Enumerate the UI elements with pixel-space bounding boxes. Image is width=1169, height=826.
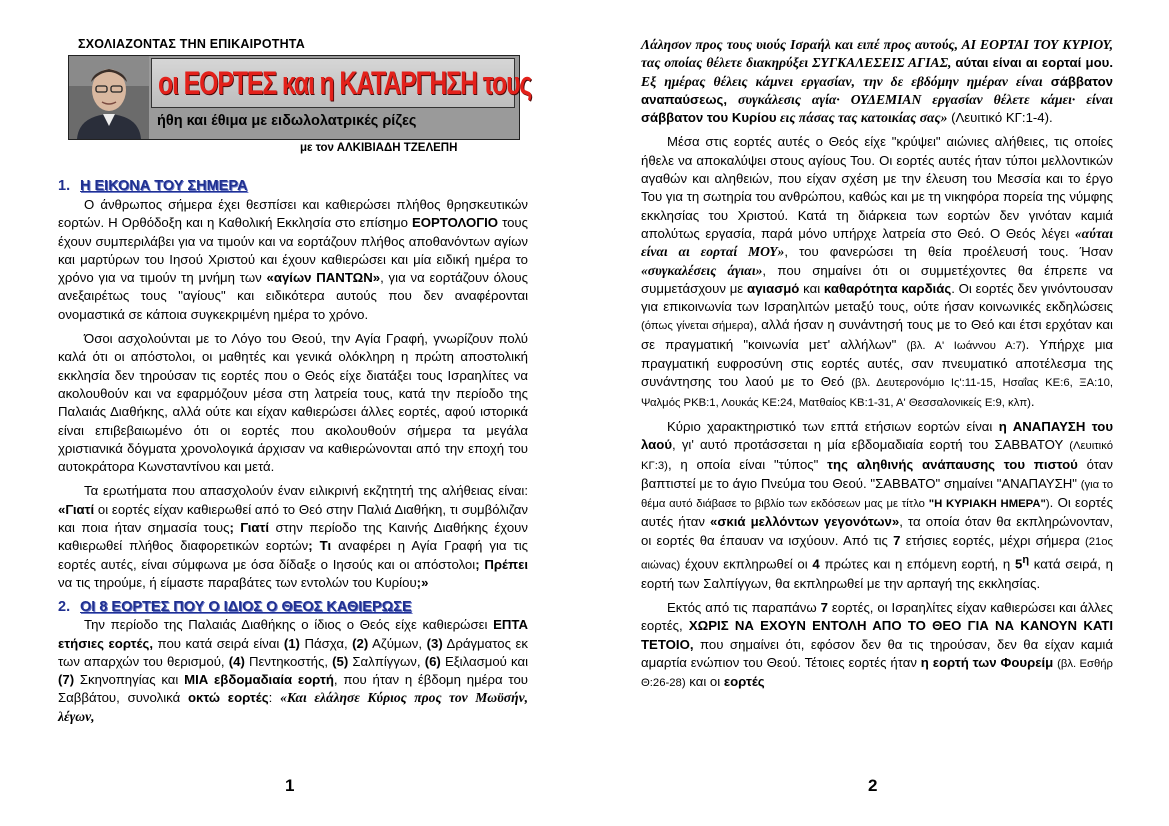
text-small: (όπως γίνεται σήμερα) [641, 320, 754, 333]
quote-text: συγκάλεσις αγία· ΟΥΔΕΜΙΑΝ εργασίαν θέλετε κάμει· είναι [727, 91, 1113, 107]
text: Την περίοδο της Παλαιάς Διαθήκης ο ίδιος ο Θεός είχε καθιερώσει [84, 617, 494, 633]
text-small-bold: "Η ΚΥΡΙΑΚΗ ΗΜΕΡΑ" [928, 498, 1046, 511]
quote-text: εις πάσας τας κατοικίας σας» [776, 110, 948, 126]
quote-text: «αύται είναι αι εορταί ΜΟΥ» [641, 225, 1113, 260]
text-bold: 5 [1014, 556, 1023, 572]
text: . [1030, 393, 1035, 409]
text: που σημαίνει ότι, εφόσον δεν θα τις τηρούσαν, δεν θα είχαν καμιά αμαρτία ενώπιον του Θεού. Τέτοιες εορτές ήταν [641, 636, 1113, 670]
text-bold: ΕΠΤΑ ετήσιες εορτές, [58, 617, 528, 651]
paragraph: Όσοι ασχολούνται με το Λόγο του Θεού, την Αγία Γραφή, γνωρίζουν πολύ καλά ότι οι απόστολοι, οι μαθητές και γενικά ολόκληρη η πρώτη αποστολική εκκλησία δεν τηρούσαν τις εορτές που ο Θεός είχε διατάξει τους Ισραηλίτες να ακολουθούν και να εφαρμόζουν μέσα στη λατρεία τους, κατά την περίοδο της Παλαιάς Διαθήκης, αλλά ούτε και είχαν καθιερώσει άλλες εορτές, αφού ιστορικά είναι επιβεβαιωμένο ότι οι εορτές που ακολουθούν σήμερα τα μεγάλα χριστιανικά δόγματα χρονολογικά άρχισαν να καθιερώνονται από την εποχή του αυτοκράτορα Κωνσταντίνου και μετά. [58, 331, 528, 475]
text-bold: «αγίων ΠΑΝΤΩΝ» [266, 270, 381, 286]
text: . Οι εορτές δεν γινόντουσαν για επικοινωνία των Ισραηλιτών μεταξύ τους, ούτε ήσαν κοινωνικές εκδηλώσεις [641, 280, 1113, 315]
page-2 [585, 0, 1169, 826]
paragraph [641, 133, 1113, 411]
text-small: (βλ. Δευτερονόμιο Ις':11-15, Ησαΐας ΚΕ:6, ΞΑ:10, Ψαλμός ΡΚΒ:1, Λουκάς ΚΕ:24, Ματθαίος ΚΒ:1-31, Α' Θεσσαλονικείς Ε:9, κλπ) [641, 377, 1113, 409]
text: Πεντηκοστής, [244, 653, 333, 669]
text: Κύριο χαρακτηριστικό των επτά ετήσιων εορτών είναι [667, 418, 999, 434]
text: κατά σειρά, η εορτή των Σαλπίγγων, θα εκπληρωθεί με την αρπαγή της εκκλησίας. [641, 556, 1113, 591]
text: , αλλά ήσαν η συνάντησή τους με το Θεό και έτσι ερχόταν και σε πραγματική "κοινωνία μετ' αλλήλων" [641, 317, 1113, 352]
text: Ο άνθρωπος σήμερα έχει θεσπίσει και καθιερώσει πλήθος θρησκευτικών εορτών. Η Ορθόδοξη και η Καθολική Εκκλησία στο επίσημο [58, 197, 528, 231]
text: τους έχουν συμπεριλάβει για να τιμούν και να εορτάζουν πλήθος αποθανόντων αγίων και μαρτύρων του Ιησού Χριστού και έχουν καθιερώσει και μία ειδική ημέρα το χρόνο για να τιμούν τη μνήμη των [58, 215, 528, 286]
text: , που σημαίνει ότι οι συμμετέχοντες θα έπρεπε να συμμετάσχουν με [641, 262, 1113, 296]
paragraph [641, 418, 1113, 593]
text: στην περίοδο της Καινής Διαθήκης έχουν καθιερωθεί πλήθος διαφορετικών εορτών [58, 520, 528, 554]
text: , για να εορτάζουν όλους ανεξαιρέτως τους "αγίους" και ειδικότερα αυτούς που δεν αναφέρονται ονομαστικά σε κάποια συγκεκριμένη ημέρα το χρόνο. [58, 270, 528, 322]
text: έχουν εκπληρωθεί οι [680, 556, 813, 572]
text-bold: της αληθινής ανάπαυσης του πιστού [827, 456, 1078, 472]
quote-text: Λάλησον προς τους υιούς Ισραήλ και ειπέ προς αυτούς, ΑΙ ΕΟΡΤΑΙ ΤΟΥ ΚΥΡΙΟΥ, τας οποίας θέλετε διακηρύξει ΣΥΓΚΑΛΕΣΕΙΣ ΑΓΙΑΣ, [641, 37, 1113, 71]
title-banner [68, 55, 532, 140]
text: Τα ερωτήματα που απασχολούν έναν ειλικρινή εκζητητή της αλήθειας είναι: [84, 483, 528, 499]
page-number: 1 [285, 776, 295, 795]
paragraph [641, 599, 1113, 692]
byline: με τον ΑΛΚΙΒΙΑΔΗ ΤΖΕΛΕΠΗ [300, 142, 458, 154]
text-bold: ΜΙΑ εβδομαδιαία εορτή [184, 672, 334, 688]
section-title: Η ΕΙΚΟΝΑ ΤΟΥ ΣΗΜΕΡΑ [80, 178, 248, 194]
text-small: (βλ. Εσθήρ Θ:26-28) [641, 657, 1113, 690]
text: , γι' αυτό προτάσσεται η μία εβδομαδιαία εορτή του ΣΑΒΒΑΤΟΥ [672, 437, 1070, 453]
page-1 [0, 0, 584, 826]
text: . Οι εορτές αυτές ήταν [641, 495, 1113, 530]
text-bold: (2) [352, 635, 369, 651]
text: πρώτες και η επόμενη εορτή, η [819, 556, 1015, 572]
text-small: (βλ. Α' Ιωάννου Α:7) [906, 339, 1026, 352]
author-photo [69, 56, 149, 139]
text-bold: (5) [332, 653, 349, 669]
text-bold: «Γιατί [58, 501, 95, 517]
text: αναφέρει η Αγία Γραφή για τις εορτές αυτές, είναι σύμφωνα με όσα δίδαξε ο Ιησούς και οι απόστολοι [58, 538, 529, 572]
text: και οι [685, 674, 724, 690]
text: οι εορτές είχαν καθιερωθεί από το Θεό στην Παλιά Διαθήκη, τι συμβόλιζαν και ποια ήταν σημασία τους [58, 501, 528, 536]
section-number: 2. [58, 599, 71, 616]
text-small: (για το θέμα αυτό διάβασε το βιβλίο των εκδόσεων μας με τίτλο [641, 478, 1113, 511]
text-bold: 7 [893, 532, 901, 548]
text-bold: (3) [426, 635, 443, 651]
section-title: ΟΙ 8 ΕΟΡΤΕΣ ΠΟΥ Ο ΙΔΙΟΣ Ο ΘΕΟΣ ΚΑΘΙΕΡΩΣΕ [80, 599, 412, 616]
text-bold: καθαρότητα καρδιάς [823, 280, 952, 296]
text-small: (Λευιτικό ΚΓ:3) [641, 440, 1113, 472]
text-bold: 4 [812, 556, 820, 572]
text-bold: η εορτή των Φουρείμ [920, 654, 1054, 670]
text: να τις τηρούμε, ή είμαστε παραβάτες των εντολών του Κυρίου [58, 574, 417, 590]
section-number: 1. [58, 178, 71, 194]
text: , του φανερώσει τη θεία προέλευσή τους. Ήσαν [784, 244, 1113, 260]
text-bold: εορτές [723, 674, 765, 690]
text: Σκηνοπηγίας και [74, 672, 185, 688]
paragraph [58, 616, 528, 726]
text-bold: σάββατον του Κυρίου [641, 110, 777, 126]
text: , η οποία είναι "τύπος" [667, 456, 828, 472]
page-1-column [58, 196, 528, 726]
text-bold: οκτώ εορτές [187, 690, 269, 706]
text: Δράγματος εκ των απαρχών του θερισμού, [58, 635, 528, 669]
section-1-heading [58, 177, 528, 195]
page-2-column [641, 36, 1113, 692]
page-title: οι ΕΟΡΤΕΣ και η ΚΑΤΑΡΓΗΣΗ τους [158, 65, 532, 101]
paragraph [58, 196, 528, 324]
text: ετήσιες εορτές, μέχρι σήμερα [900, 532, 1085, 548]
text-bold: ; Τι [308, 538, 332, 554]
text-superscript: η [1022, 554, 1030, 567]
text-bold: (7) [58, 672, 75, 688]
paragraph [58, 482, 528, 592]
section-2-heading [58, 598, 528, 616]
text: Πάσχα, [299, 635, 353, 651]
text-bold: «σκιά μελλόντων γεγονότων» [710, 514, 900, 530]
text-bold: αγιασμό [746, 280, 800, 296]
text-bold: 7 [820, 600, 828, 615]
text-bold: ; Γιατί [229, 520, 270, 536]
text: , τα οποία όταν θα εκπληρώνονταν, οι εορτές θα έπαυαν να ισχύουν. Από τις [641, 514, 1113, 548]
text-small: ) [1045, 498, 1050, 511]
subtitle: ήθη και έθιμα με ειδωλολατρικές ρίζες [157, 113, 417, 129]
page-number: 2 [868, 776, 878, 795]
text-bold: (4) [228, 653, 245, 669]
text: (Λευιτικό ΚΓ:1-4). [947, 110, 1053, 126]
text: όταν βαπτιστεί με το άγιο Πνεύμα του Θεού. "ΣΑΒΒΑΤΟ" σημαίνει "ΑΝΑΠΑΥΣΗ" [641, 456, 1114, 491]
text-bold: (1) [283, 635, 300, 651]
text: . Υπήρχε μια πραγματική ευφροσύνη στις εορτές αυτές, σαν πνευματικό αποτέλεσμα της συνάντησης του λαού με το Θεό [641, 336, 1114, 390]
text-bold: ; Πρέπει [475, 556, 528, 572]
text-small: (21ος αιώνας) [641, 535, 1113, 572]
text: που κατά σειρά είναι [153, 635, 284, 651]
text-bold: ;» [416, 574, 429, 590]
quote-text: «Και ελάλησε Κύριος προς τον Μωϋσήν, λέγων, [58, 690, 529, 724]
text-bold: ΕΟΡΤΟΛΟΓΙΟ [411, 215, 499, 231]
quote-text: «συγκαλέσεις άγιαι» [641, 262, 763, 278]
text: Εκτός από τις παραπάνω [667, 600, 821, 615]
title-box [151, 58, 532, 108]
text-bold: ΧΩΡΙΣ ΝΑ ΕΧΟΥΝ ΕΝΤΟΛΗ ΑΠΟ ΤΟ ΘΕΟ ΓΙΑ ΝΑ ΚΑΝΟΥΝ ΚΑΤΙ ΤΕΤΟΙΟ, [641, 618, 1113, 652]
text: και [799, 280, 824, 296]
text-bold: (6) [424, 653, 441, 669]
text: Μέσα στις εορτές αυτές ο Θεός είχε "κρύψει" αιώνιες αλήθειες, τις οποίες ήθελε να αποκαλύψει στους αγίους Του. Οι εορτές αυτές ήταν τύποι μελλοντικών αγαθών και αληθειών, που είχαν σχέση με την έλευση του Μεσσία και το έργο Του για τη σωτηρία του ανθρώπου, καθώς και με τη νικηφόρα πορεία της νύμφης εκκλησίας του Χριστού. Κατά τη διάρκεια των εορτών δεν γινόταν καμιά απολύτως εργασία, παρά μόνο υπήρχε λατρεία στο Θεό. Ο Θεός λέγει [641, 134, 1113, 241]
text: Σαλπίγγων, [348, 653, 425, 669]
text: εορτές, οι Ισραηλίτες είχαν καθιερώσει και άλλες εορτές, [641, 600, 1113, 634]
kicker: ΣΧΟΛΙΑΖΟΝΤΑΣ ΤΗΝ ΕΠΙΚΑΙΡΟΤΗΤΑ [78, 37, 305, 51]
text: Αζύμων, [368, 635, 427, 651]
text-bold: σάββατον αναπαύσεως, [641, 73, 1113, 107]
paragraph [641, 36, 1113, 127]
text: : [268, 690, 281, 706]
text: Εξιλασμού και [440, 653, 528, 669]
text-bold: η ΑΝΑΠΑΥΣΗ του λαού [641, 418, 1113, 453]
quote-text: Εξ ημέρας θέλεις κάμνει εργασίαν, την δε εβδόμην ημέραν είναι [641, 73, 1051, 89]
text: , που ήταν η έβδομη ημέρα του Σαββάτου, συνολικά [58, 672, 528, 706]
text-bold: αύται είναι αι εορταί μου. [955, 55, 1113, 71]
